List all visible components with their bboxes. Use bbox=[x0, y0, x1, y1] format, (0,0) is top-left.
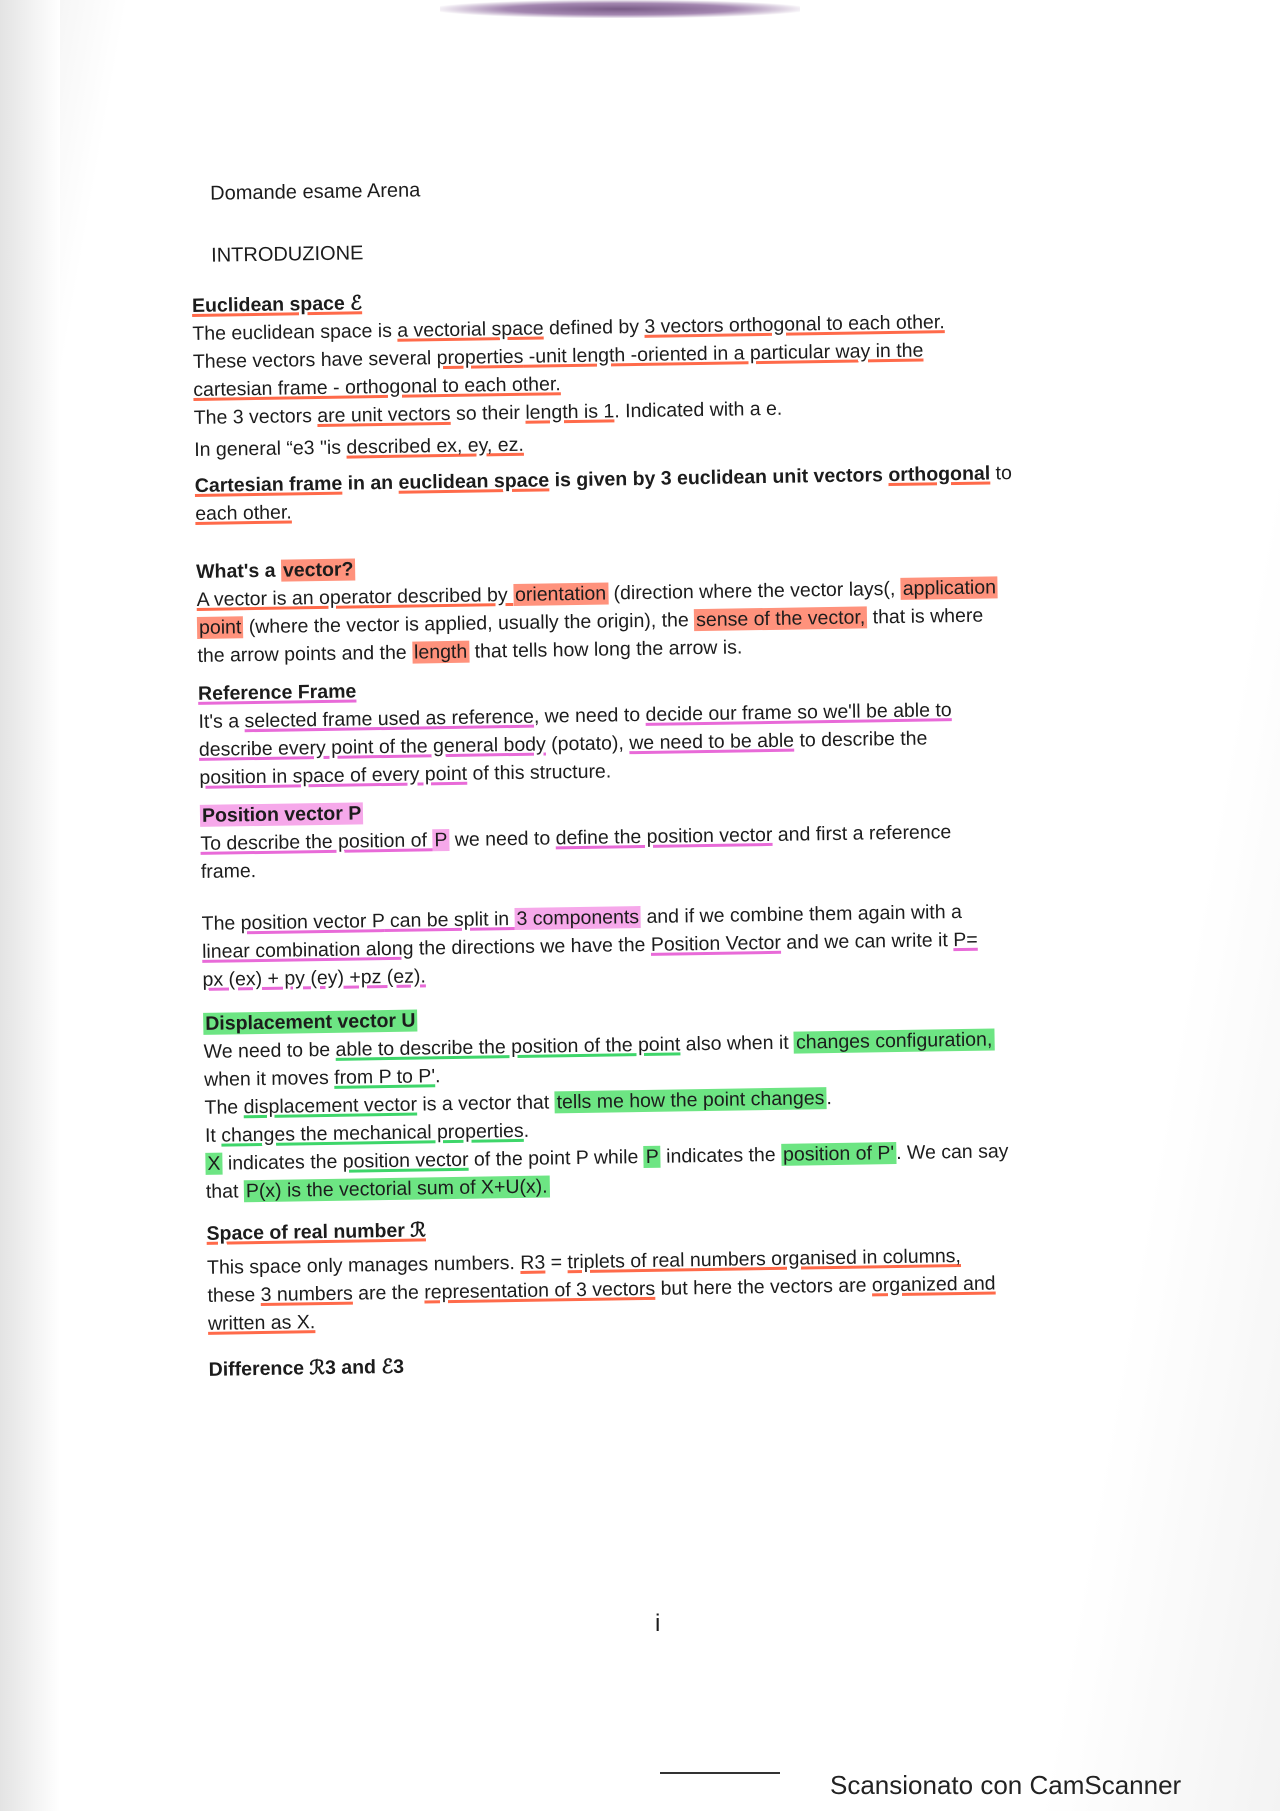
cartesian-line-2: each other. bbox=[195, 501, 292, 525]
displacement-line-3: The displacement vector is a vector that tells me how the point changes. bbox=[204, 1087, 832, 1119]
footer-rule bbox=[660, 1772, 780, 1774]
euclidean-section bbox=[192, 278, 1095, 464]
camscanner-watermark: Scansionato con CamScanner bbox=[830, 1770, 1182, 1800]
vector-line-3: the arrow points and the length that tells how long the arrow is. bbox=[197, 636, 743, 667]
displacement-line-4: It changes the mechanical properties. bbox=[204, 1119, 530, 1147]
section-introduction: INTRODUZIONE bbox=[211, 242, 364, 267]
displacement-section bbox=[203, 996, 1106, 1206]
page-number: i bbox=[655, 1610, 661, 1637]
euclidean-line-1: The euclidean space is a vectorial space defined by 3 vectors orthogonal to each other. bbox=[192, 311, 945, 345]
notes-content bbox=[190, 166, 1090, 1381]
real-section bbox=[206, 1206, 1108, 1338]
displacement-heading: Displacement vector U bbox=[205, 1009, 416, 1035]
real-line-2: these 3 numbers are the representation of 3 vectors but here the vectors are organized and bbox=[207, 1272, 996, 1307]
cartesian-section bbox=[195, 458, 1096, 528]
reference-line-2: describe every point of the general body (potato), we need to be able to describe the bbox=[198, 727, 928, 761]
position-heading: Position vector P bbox=[201, 802, 362, 827]
vector-section bbox=[196, 544, 1098, 670]
document-title: Domande esame Arena bbox=[210, 179, 421, 205]
reference-line-1: It's a selected frame used as reference, we need to decide our frame so we'll be able to bbox=[198, 699, 952, 733]
cartesian-line-1: Cartesian frame in an euclidean space is given by 3 euclidean unit vectors orthogonal to bbox=[194, 462, 1013, 497]
displacement-line-2: when it moves from P to P'. bbox=[203, 1065, 441, 1091]
position-line-1: To describe the position of P we need to define the position vector and first a reference bbox=[200, 821, 952, 855]
position-section bbox=[200, 788, 1103, 994]
vector-heading: What's a vector? bbox=[195, 558, 354, 583]
reference-heading: Reference Frame bbox=[197, 680, 357, 705]
vector-line-1: A vector is an operator described by orientation (direction where the vector lays(, application bbox=[196, 576, 997, 611]
position-line-2: frame. bbox=[200, 860, 257, 883]
difference-section bbox=[208, 1342, 1108, 1384]
position-line-4: linear combination along the directions we have the Position Vector and we can write it P= bbox=[201, 928, 978, 963]
position-line-3: The position vector P can be split in 3 components and if we combine them again with a bbox=[201, 900, 963, 935]
reference-section bbox=[198, 666, 1100, 792]
euclidean-heading: Euclidean space ℰ bbox=[191, 292, 363, 317]
euclidean-line-5: In general “e3 "is described ex, ey, ez. bbox=[194, 433, 524, 461]
real-heading: Space of real number ℛ bbox=[206, 1219, 426, 1245]
real-line-1: This space only manages numbers. R3 = triplets of real numbers organised in columns, bbox=[206, 1245, 962, 1279]
euclidean-line-4: The 3 vectors are unit vectors so their length is 1. Indicated with a e. bbox=[193, 397, 783, 429]
page-edge-shadow bbox=[0, 0, 60, 1811]
displacement-line-6: that P(x) is the vectorial sum of X+U(x). bbox=[205, 1175, 548, 1203]
vector-line-2: point (where the vector is applied, usually the origin), the sense of the vector, that is where bbox=[198, 604, 984, 639]
reference-line-3: position in space of every point of this structure. bbox=[199, 760, 612, 789]
displacement-line-1: We need to be able to describe the position of the point also when it changes configuration, bbox=[203, 1028, 993, 1063]
real-line-3: written as X. bbox=[207, 1311, 316, 1335]
difference-heading: Difference ℛ3 and ℰ3 bbox=[208, 1355, 405, 1381]
scan-top-shadow bbox=[440, 0, 800, 18]
displacement-line-5: X indicates the position vector of the point P while P indicates the position of P'. We can say bbox=[207, 1140, 1009, 1175]
position-line-5: px (ex) + py (ey) +pz (ez). bbox=[202, 965, 426, 991]
euclidean-line-3: cartesian frame - orthogonal to each other. bbox=[193, 373, 561, 401]
euclidean-line-2: These vectors have several properties -unit length -oriented in a particular way in the bbox=[192, 339, 924, 373]
